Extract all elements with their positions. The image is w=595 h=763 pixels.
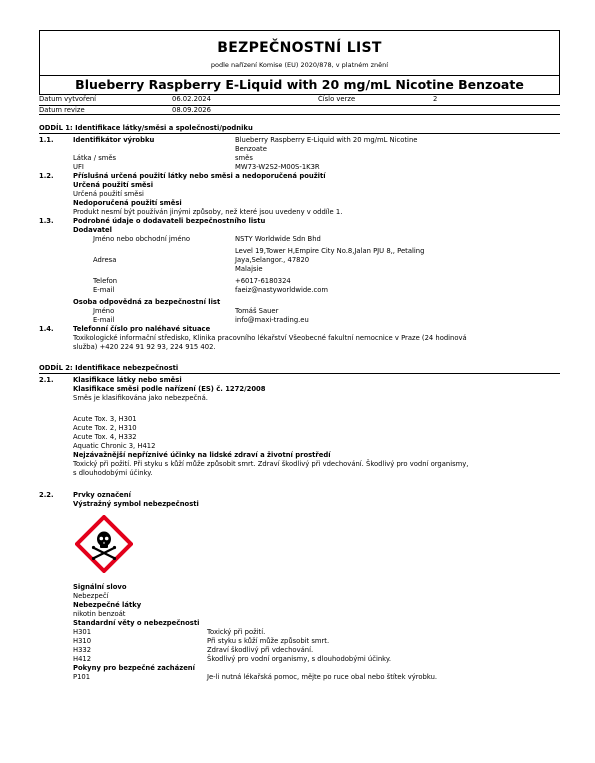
- responsible-name-value: Tomáš Sauer: [235, 307, 279, 315]
- subsection-title: Klasifikace látky nebo směsi: [73, 376, 182, 384]
- hazard-statement-row: [39, 646, 560, 655]
- subsection-1-4: [39, 325, 560, 334]
- supplier-heading: Dodavatel: [73, 226, 112, 234]
- hazard-statements-heading: Standardní věty o nebezpečnosti: [73, 619, 200, 627]
- supplier-phone-value: +6017-6180324: [235, 277, 291, 285]
- subsection-title: Prvky označení: [73, 491, 131, 499]
- effects-text-l2: s dlouhodobými účinky.: [73, 469, 153, 477]
- classification-statement: Směs je klasifikována jako nebezpečná.: [73, 394, 208, 402]
- classification-item: Acute Tox. 4, H332: [73, 433, 137, 441]
- skull-crossbones-icon: [75, 515, 133, 573]
- skull-crossbones-pictogram: [75, 515, 133, 573]
- responsible-email-row: [39, 316, 560, 325]
- subsection-number: 1.3.: [39, 217, 54, 225]
- meta-row-revision: [39, 105, 560, 115]
- responsible-name-label: Jméno: [93, 307, 115, 315]
- classification-heading: Klasifikace směsi podle nařízení (ES) č. 1272/2008: [73, 385, 266, 393]
- signal-word-heading: Signální slovo: [73, 583, 127, 591]
- signal-word-value: Nebezpečí: [73, 592, 109, 600]
- subsection-title: Telefonní číslo pro naléhavé situace: [73, 325, 211, 333]
- hazard-statement-row: [39, 637, 560, 646]
- hazard-code: H412: [73, 655, 92, 663]
- created-value: 06.02.2024: [172, 95, 211, 103]
- version-value: 2: [433, 95, 438, 103]
- emergency-text-l1: Toxikologické informační středisko, Klinika pracovního lékařství Všeobecné fakultní nemocnice v Praze (24 hodinová: [73, 334, 467, 342]
- subsection-number: 1.4.: [39, 325, 54, 333]
- responsible-email-label: E-mail: [93, 316, 115, 324]
- product-identifier-value-l2: Benzoate: [235, 145, 267, 153]
- product-name: Blueberry Raspberry E-Liquid with 20 mg/mL Nicotine Benzoate: [39, 76, 560, 95]
- precautionary-text: Je-li nutná lékařská pomoc, mějte po ruce obal nebo štítek výrobku.: [207, 673, 438, 681]
- hazard-code: H301: [73, 628, 92, 636]
- revision-value: 08.09.2026: [172, 105, 211, 114]
- subsection-2-2: [39, 491, 560, 500]
- version-label: Číslo verze: [318, 95, 356, 103]
- title-box: [39, 30, 560, 76]
- responsible-person-heading: Osoba odpovědná za bezpečnostní list: [73, 298, 221, 306]
- hazard-text: Škodlivý pro vodní organismy, s dlouhodobými účinky.: [207, 655, 392, 663]
- precautionary-code: P101: [73, 673, 91, 681]
- supplier-address-label: Adresa: [93, 256, 117, 264]
- supplier-email-label: E-mail: [93, 286, 115, 294]
- subsection-number: 2.1.: [39, 376, 54, 384]
- safety-data-sheet: [39, 30, 560, 682]
- section-1-heading: ODDÍL 1: Identifikace látky/směsi a společnosti/podniku: [39, 124, 560, 134]
- document-subtitle: podle nařízení Komise (EU) 2020/878, v platném znění: [210, 61, 389, 69]
- classification-item: Acute Tox. 3, H301: [73, 415, 137, 423]
- subsection-title: Podrobné údaje o dodavateli bezpečnostního listu: [73, 217, 266, 225]
- subsection-1-1: [39, 136, 560, 145]
- pictogram-heading: Výstražný symbol nebezpečnosti: [73, 500, 199, 508]
- hazard-code: H332: [73, 646, 92, 654]
- hazard-statement-row: [39, 655, 560, 664]
- emergency-text-l2: služba) +420 224 91 92 93, 224 915 402.: [73, 343, 216, 351]
- precautionary-heading: Pokyny pro bezpečné zacházení: [73, 664, 195, 672]
- subsection-title: Identifikátor výrobku: [73, 136, 155, 144]
- supplier-address-line: Jaya,Selangor., 47820: [235, 256, 310, 264]
- supplier-email-row: [39, 286, 560, 295]
- substance-row: [39, 154, 560, 163]
- created-label: Datum vytvoření: [39, 95, 97, 103]
- section-2-heading: ODDÍL 2: Identifikace nebezpečnosti: [39, 364, 560, 374]
- substance-label: Látka / směs: [73, 154, 117, 162]
- subsection-number: 1.1.: [39, 136, 54, 144]
- hazard-text: Toxický při požití.: [207, 628, 266, 636]
- subsection-number: 1.2.: [39, 172, 54, 180]
- supplier-phone-label: Telefon: [93, 277, 118, 285]
- hazard-text: Zdraví škodlivý při vdechování.: [207, 646, 314, 654]
- intended-use-heading: Určená použití směsi: [73, 181, 154, 189]
- product-identifier-value-l1: Blueberry Raspberry E-Liquid with 20 mg/mL Nicotine: [235, 136, 418, 144]
- hazardous-substances-value: nikotin benzoát: [73, 610, 126, 618]
- meta-row-created: [39, 95, 560, 105]
- ufi-row: [39, 163, 560, 172]
- meta-table: [39, 95, 560, 115]
- document-title: BEZPEČNOSTNÍ LIST: [217, 40, 382, 56]
- hazardous-substances-heading: Nebezpečné látky: [73, 601, 142, 609]
- supplier-address-line: Level 19,Tower H,Empire City No.8,Jalan PJU 8,, Petaling: [235, 247, 425, 255]
- supplier-address-line: Malajsie: [235, 265, 263, 273]
- classification-item: Acute Tox. 2, H310: [73, 424, 137, 432]
- ufi-value: MW73-W2S2-M00S-1K3R: [235, 163, 320, 171]
- subsection-1-2: [39, 172, 560, 181]
- hazard-code: H310: [73, 637, 92, 645]
- classification-item: Aquatic Chronic 3, H412: [73, 442, 156, 450]
- effects-text-l1: Toxický při požití. Při styku s kůží může způsobit smrt. Zdraví škodlivý při vdechování. Škodlivý pro vodní organismy,: [73, 460, 469, 468]
- subsection-1-3: [39, 217, 560, 226]
- supplier-name-label: Jméno nebo obchodní jméno: [93, 235, 191, 243]
- intended-use-text: Určená použití směsi: [73, 190, 144, 198]
- not-recommended-text: Produkt nesmí být používán jinými způsoby, než které jsou uvedeny v oddíle 1.: [73, 208, 343, 216]
- precautionary-row: [39, 673, 560, 682]
- subsection-number: 2.2.: [39, 491, 54, 499]
- hazard-statement-row: [39, 628, 560, 637]
- effects-heading: Nejzávažnější nepříznivé účinky na lidské zdraví a životní prostředí: [73, 451, 331, 459]
- supplier-name-value: NSTY Worldwide Sdn Bhd: [235, 235, 321, 243]
- subsection-2-1: [39, 376, 560, 385]
- ufi-label: UFI: [73, 163, 84, 171]
- substance-value: směs: [235, 154, 253, 162]
- hazard-text: Při styku s kůží může způsobit smrt.: [207, 637, 330, 645]
- supplier-address-row: [39, 247, 560, 274]
- revision-label: Datum revize: [39, 105, 85, 114]
- responsible-name-row: [39, 307, 560, 316]
- not-recommended-heading: Nedoporučená použití směsi: [73, 199, 182, 207]
- supplier-phone-row: [39, 277, 560, 286]
- responsible-email-value[interactable]: info@maxi-trading.eu: [235, 316, 309, 324]
- subsection-title: Příslušná určená použití látky nebo směsi a nedoporučená použití: [73, 172, 326, 180]
- supplier-name-row: [39, 235, 560, 244]
- supplier-email-value[interactable]: faeiz@nastyworldwide.com: [235, 286, 329, 294]
